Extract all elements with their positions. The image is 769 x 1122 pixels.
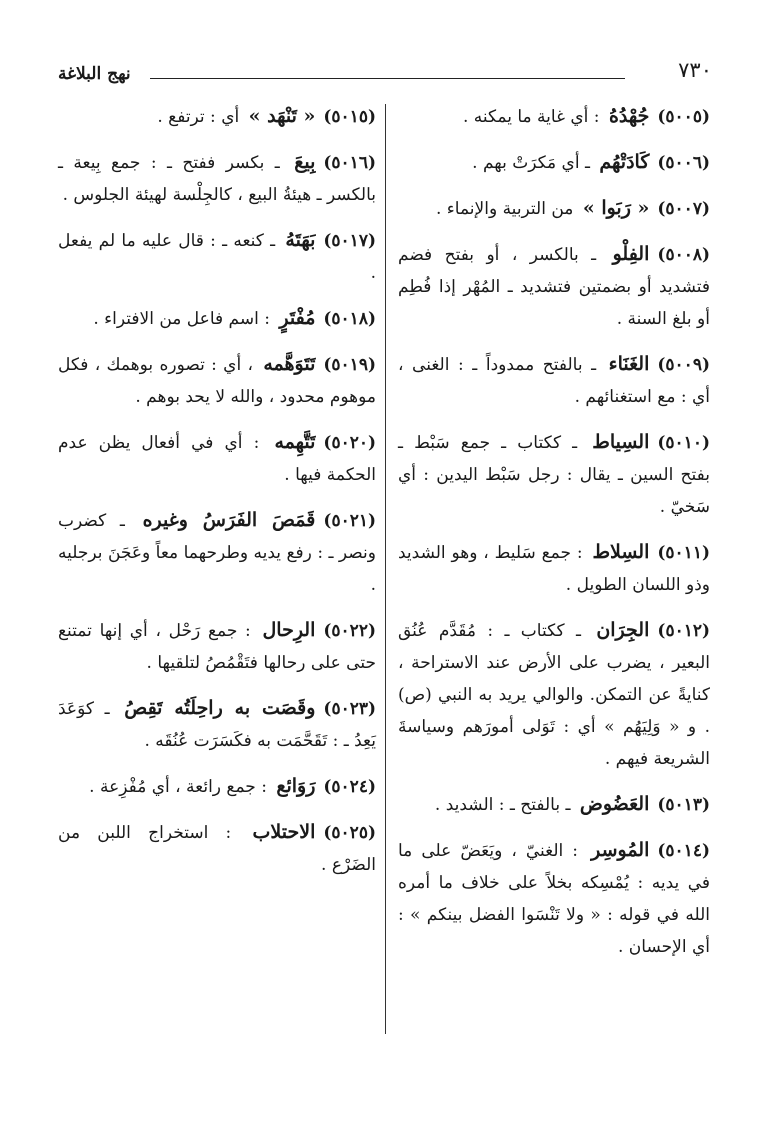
entry-number: (٥٠٢٥) bbox=[323, 823, 376, 843]
entry-number: (٥٠١١) bbox=[657, 543, 710, 563]
entry-number: (٥٠٢٣) bbox=[323, 699, 377, 719]
entry-definition: : جمع رائعة ، أي مُفْزِعة . bbox=[89, 777, 267, 797]
entry-definition: ـ كوَعَدَ يَعِدُ ـ : تَقَحَّمَت به فكَسَرَت عُنُقَه . bbox=[58, 699, 376, 751]
entry-term: المُوسِر bbox=[591, 839, 650, 861]
entry-term: وقَصَت به راحِلَتُه تَقِصُ bbox=[124, 697, 316, 719]
entry-term: جُهْدُهُ bbox=[608, 105, 650, 127]
right-column bbox=[398, 100, 710, 976]
entry-definition: ـ كنعه ـ : قال عليه ما لم يفعل . bbox=[58, 231, 376, 283]
glossary-entry bbox=[398, 834, 710, 963]
entry-term: الاحتلاب bbox=[252, 821, 316, 843]
book-title: نهج البلاغة bbox=[58, 64, 131, 84]
glossary-entry bbox=[398, 788, 710, 821]
entry-definition: من التربية والإنماء . bbox=[436, 199, 574, 219]
page-header bbox=[40, 58, 720, 92]
entry-term: السِياط bbox=[592, 431, 650, 453]
entry-term: تَتَوَهَّمه bbox=[263, 353, 316, 375]
entry-number: (٥٠٢٢) bbox=[323, 621, 376, 641]
entry-number: (٥٠١٢) bbox=[657, 621, 711, 641]
entry-definition: ـ كضرب ونصر ـ : رفع يديه وطرحهما معاً وعَجَنَ برجليه . bbox=[58, 511, 376, 595]
entry-term: السِلاط bbox=[592, 541, 650, 563]
glossary-entry bbox=[398, 192, 710, 225]
entry-definition: : اسم فاعل من الافتراء . bbox=[93, 309, 270, 329]
entry-definition: أي : ترتفع . bbox=[157, 107, 240, 127]
entry-definition: : جمع سَليط ، وهو الشديد وذو اللسان الطويل . bbox=[398, 543, 710, 595]
entry-definition: ـ بالفتح ـ : الشديد . bbox=[434, 795, 571, 815]
entry-term: كَادَتْهُم bbox=[599, 151, 650, 173]
glossary-entry bbox=[58, 146, 376, 211]
glossary-entry bbox=[58, 302, 376, 335]
entry-definition: : الغنيّ ، ويَعَضّ على ما في يديه : يُمْسِكه بخلاً على خلاف ما أمره الله في قوله : « ولا تَنْسَوا الفضل بينكم » : أي الإحسان . bbox=[398, 841, 710, 957]
entry-number: (٥٠٠٥) bbox=[657, 107, 710, 127]
entry-number: (٥٠١٣) bbox=[657, 795, 710, 815]
entry-number: (٥٠٢٤) bbox=[323, 777, 376, 797]
entry-term: تَتَّهِمه bbox=[274, 431, 316, 453]
entry-number: (٥٠١٤) bbox=[657, 841, 710, 861]
left-column bbox=[58, 100, 376, 894]
entry-number: (٥٠١٥) bbox=[323, 107, 376, 127]
entry-definition: ـ بالكسر ، أو بفتح فضم فتشديد أو بضمتين فتشديد ـ المُهْر إذا فُطِم أو بلغ السنة . bbox=[398, 245, 710, 329]
glossary-entry bbox=[58, 614, 376, 679]
entry-definition: ـ بكسر ففتح ـ : جمع بِيعة ـ بالكسر ـ هيئةُ البيع ، كالجِلْسة لهيئة الجلوس . bbox=[58, 153, 376, 205]
glossary-entry bbox=[58, 692, 376, 757]
entry-term: الغَنَاء bbox=[608, 353, 650, 375]
entry-number: (٥٠١٨) bbox=[323, 309, 376, 329]
glossary-entry bbox=[398, 614, 710, 775]
entry-number: (٥٠١٦) bbox=[323, 153, 376, 173]
glossary-entry bbox=[398, 238, 710, 335]
entry-number: (٥٠٠٩) bbox=[657, 355, 710, 375]
glossary-entry bbox=[58, 504, 376, 601]
entry-term: بِيعَ bbox=[294, 151, 316, 173]
entry-term: الجِرَان bbox=[596, 619, 650, 641]
entry-definition: ، أي : تصوره بوهمك ، فكل موهوم محدود ، والله لا يحد بوهم . bbox=[58, 355, 376, 407]
page-number: ٧٣٠ bbox=[678, 58, 712, 82]
entry-term: بَهَتَهُ bbox=[285, 229, 316, 251]
entry-definition: ـ بالفتح ممدوداً ـ : الغنى ، أي : مع استغنائهم . bbox=[398, 355, 710, 407]
entry-term: « رَبَوا » bbox=[582, 197, 650, 219]
entry-definition: ـ أي مَكرَتْ بهم . bbox=[472, 153, 590, 173]
entry-definition: : أي غاية ما يمكنه . bbox=[462, 107, 600, 127]
entry-number: (٥٠٠٨) bbox=[657, 245, 711, 265]
glossary-entry bbox=[58, 224, 376, 289]
entry-term: قَمَصَ الفَرَسُ وغيره bbox=[142, 509, 316, 531]
glossary-entry bbox=[58, 100, 376, 133]
glossary-entry bbox=[398, 100, 710, 133]
entry-term: العَضُوض bbox=[579, 793, 650, 815]
entry-number: (٥٠١٩) bbox=[323, 355, 376, 375]
glossary-entry bbox=[398, 426, 710, 523]
glossary-entry bbox=[58, 426, 376, 491]
entry-term: مُفْتَرٍ bbox=[279, 307, 316, 329]
entry-number: (٥٠٠٦) bbox=[657, 153, 710, 173]
entry-number: (٥٠٢١) bbox=[323, 511, 377, 531]
entry-definition: : أي في أفعال يظن عدم الحكمة فيها . bbox=[58, 433, 376, 485]
glossary-entry bbox=[398, 536, 710, 601]
glossary-entry bbox=[398, 146, 710, 179]
entry-definition: ـ ككتاب ـ جمع سَبْط ـ بفتح السين ـ يقال : رجل سَبْط اليدين : أي سَخيّ . bbox=[398, 433, 710, 517]
glossary-entry bbox=[58, 816, 376, 881]
entry-number: (٥٠٢٠) bbox=[323, 433, 377, 453]
column-divider bbox=[385, 104, 386, 1034]
glossary-entry bbox=[398, 348, 710, 413]
entry-definition: ـ ككتاب ـ : مُقَدَّم عُنُق البعير ، يضرب على الأرض عند الاستراحة ، كنايةً عن التمكن. والوالي يريد به النبي (ص) . و « وَلِيَهُم » أي : تَوَلى أمورَهم وسياسةَ الشريعة فيهم . bbox=[398, 621, 710, 769]
entry-definition: : استخراج اللبن من الضَرْع . bbox=[58, 823, 376, 875]
entry-number: (٥٠١٠) bbox=[657, 433, 710, 453]
entry-number: (٥٠٠٧) bbox=[657, 199, 710, 219]
entry-term: « تَنْهَد » bbox=[248, 105, 316, 127]
glossary-entry bbox=[58, 348, 376, 413]
entry-term: رَوَائع bbox=[276, 775, 316, 797]
entry-number: (٥٠١٧) bbox=[323, 231, 376, 251]
glossary-entry bbox=[58, 770, 376, 803]
header-rule bbox=[150, 78, 625, 79]
entry-term: الفِلْو bbox=[612, 243, 650, 265]
entry-definition: : جمع رَحْل ، أي إنها تمتنع حتى على رحالها فتَقْمُصُ لتلقيها . bbox=[58, 621, 376, 673]
entry-term: الرِحال bbox=[262, 619, 316, 641]
